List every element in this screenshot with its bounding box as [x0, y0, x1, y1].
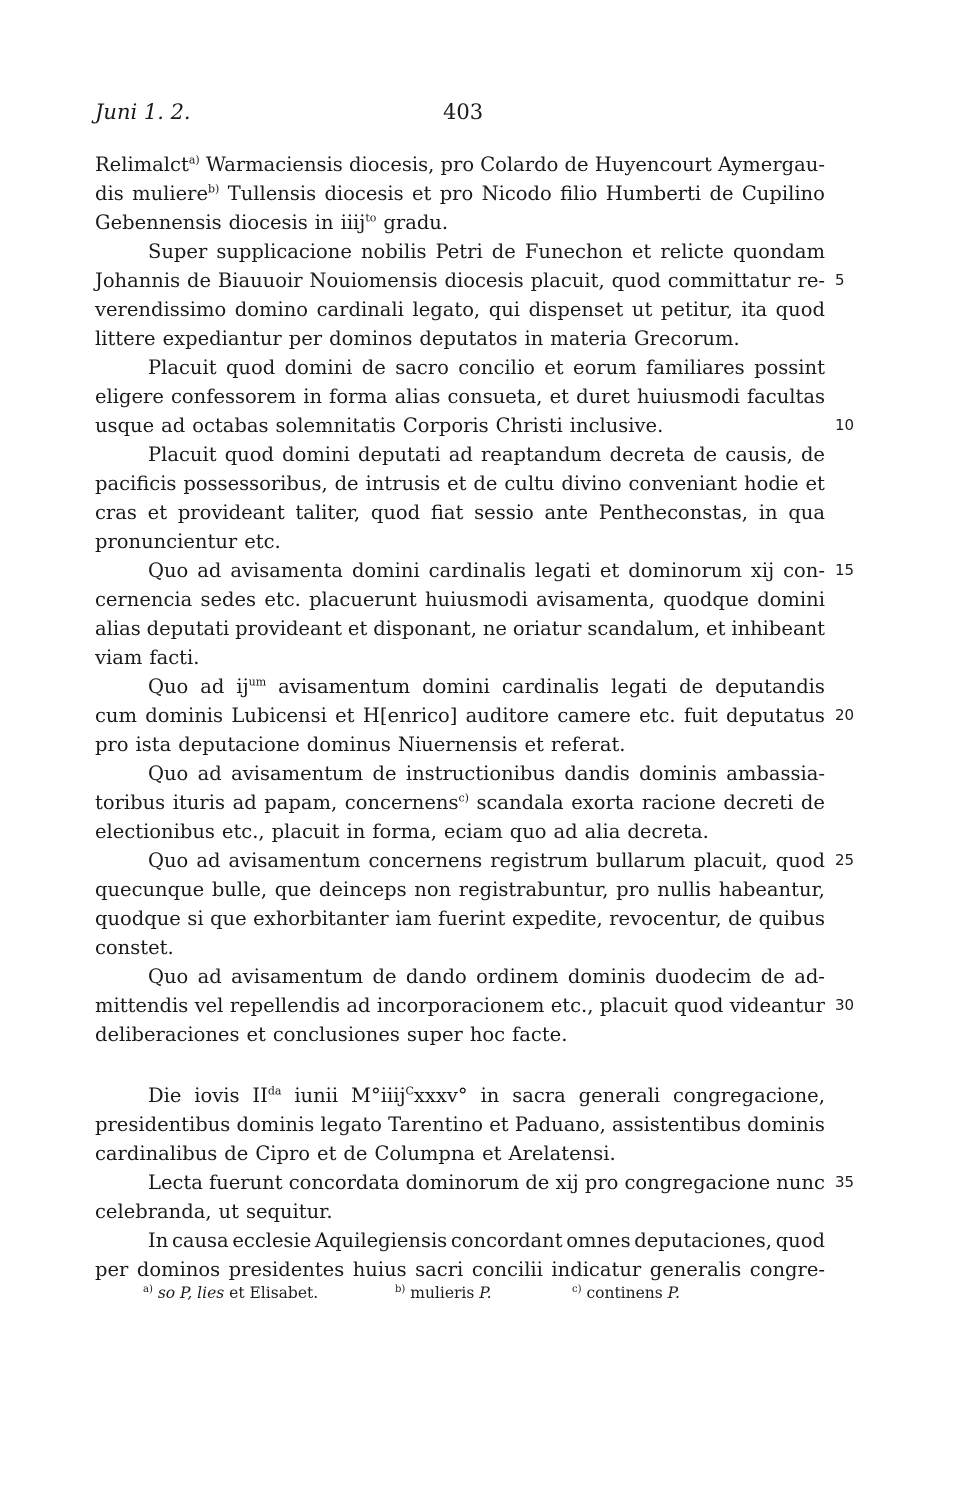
text-line: Gebennensis diocesis in iiij$^{to}$ gradu.	[95, 211, 449, 234]
text-line: cernencia sedes etc. placuerunt huiusmodi avisamenta, quodque domini	[95, 588, 825, 611]
text-line: constet.	[95, 936, 174, 959]
line-number: 30	[835, 996, 855, 1014]
text-line: Quo ad avisamenta domini cardinalis legati et dominorum xij con-	[148, 559, 825, 582]
line-number: 25	[835, 851, 855, 869]
text-line: usque ad octabas solemnitatis Corporis Christi inclusive.	[95, 414, 664, 437]
text-line: presidentibus dominis legato Tarentino et Paduano, assistentibus dominis	[95, 1113, 825, 1136]
text-line: pro ista deputacione dominus Niuernensis et referat.	[95, 733, 626, 756]
text-line: cum dominis Lubicensi et H[enrico] auditore camere etc. fuit deputatus	[95, 704, 825, 727]
text-line: Lecta fuerunt concordata dominorum de xij pro congregacione nunc	[148, 1171, 825, 1194]
line-number: 10	[835, 416, 855, 434]
text-line: mittendis vel repellendis ad incorporacionem etc., placuit quod videantur	[95, 994, 825, 1017]
text-line: cardinalibus de Cipro et de Columpna et Arelatensi.	[95, 1142, 616, 1165]
text-line: pronuncientur etc.	[95, 530, 281, 553]
text-line: littere expediantur per dominos deputatos in materia Grecorum.	[95, 327, 740, 350]
text-line: dis muliere$^{b)}$ Tullensis diocesis et pro Nicodo filio Humberti de Cupilino	[95, 182, 825, 205]
footnote: $^{b)}$ mulieris P.	[395, 1284, 492, 1303]
text-line: quodque si que exhorbitanter iam fuerint expedite, revocentur, de quibus	[95, 907, 825, 930]
text-line: verendissimo domino cardinali legato, qui dispenset ut petitur, ita quod	[95, 298, 825, 321]
text-line: Johannis de Biauuoir Nouiomensis diocesis placuit, quod committatur re-	[95, 269, 825, 292]
text-line: viam facti.	[95, 646, 200, 669]
line-number: 5	[835, 271, 845, 289]
line-number: 15	[835, 561, 855, 579]
text-line: Die iovis $II^{da}$ iunii M°iiij$^C$xxxv° in sacra generali congregacione,	[148, 1084, 825, 1107]
page-number: 403	[443, 100, 484, 124]
line-number: 35	[835, 1173, 855, 1191]
text-line: Placuit quod domini de sacro concilio et eorum familiares possint	[148, 356, 825, 379]
text-line: quecunque bulle, que deinceps non registrabuntur, pro nullis habeantur,	[95, 878, 825, 901]
text-line: per dominos presidentes huius sacri concilii indicatur generalis congre-	[95, 1258, 825, 1281]
text-line: Quo ad avisamentum de dando ordinem dominis duodecim de ad-	[148, 965, 825, 988]
text-line: Quo ad $ij^{um}$ avisamentum domini cardinalis legati de deputandis	[148, 675, 825, 698]
text-line: Quo ad avisamentum concernens registrum bullarum placuit, quod	[148, 849, 825, 872]
text-line: In causa ecclesie Aquilegiensis concordant omnes deputaciones, quod	[148, 1229, 825, 1252]
text-line: cras et provideant taliter, quod fiat sessio ante Pentheconstas, in qua	[95, 501, 825, 524]
footnote: $^{c)}$ continens P.	[572, 1284, 680, 1303]
paragraph-gap	[95, 1049, 825, 1081]
running-head: Juni 1. 2.	[95, 100, 191, 124]
text-line: pacificis possessoribus, de intrusis et de cultu divino conveniant hodie et	[95, 472, 825, 495]
text-line: toribus ituris ad papam, concernens$^{c)}$ scandala exorta racione decreti de	[95, 791, 825, 814]
text-line: eligere confessorem in forma alias consueta, et duret huiusmodi facultas	[95, 385, 825, 408]
text-line: Quo ad avisamentum de instructionibus dandis dominis ambassia-	[148, 762, 825, 785]
text-line: Relimalct$^{a)}$ Warmaciensis diocesis, pro Colardo de Huyencourt Aymergau-	[95, 153, 825, 176]
footnote: $^{a)}$ so P, lies et Elisabet.	[143, 1284, 319, 1303]
line-number: 20	[835, 706, 855, 724]
text-line: Super supplicacione nobilis Petri de Funechon et relicte quondam	[148, 240, 825, 263]
text-line: Placuit quod domini deputati ad reaptandum decreta de causis, de	[148, 443, 825, 466]
text-line: electionibus etc., placuit in forma, eciam quo ad alia decreta.	[95, 820, 709, 843]
main-text	[95, 150, 825, 1284]
text-line: deliberaciones et conclusiones super hoc facte.	[95, 1023, 568, 1046]
text-line: celebranda, ut sequitur.	[95, 1200, 333, 1223]
text-line: alias deputati provideant et disponant, ne oriatur scandalum, et inhibeant	[95, 617, 825, 640]
